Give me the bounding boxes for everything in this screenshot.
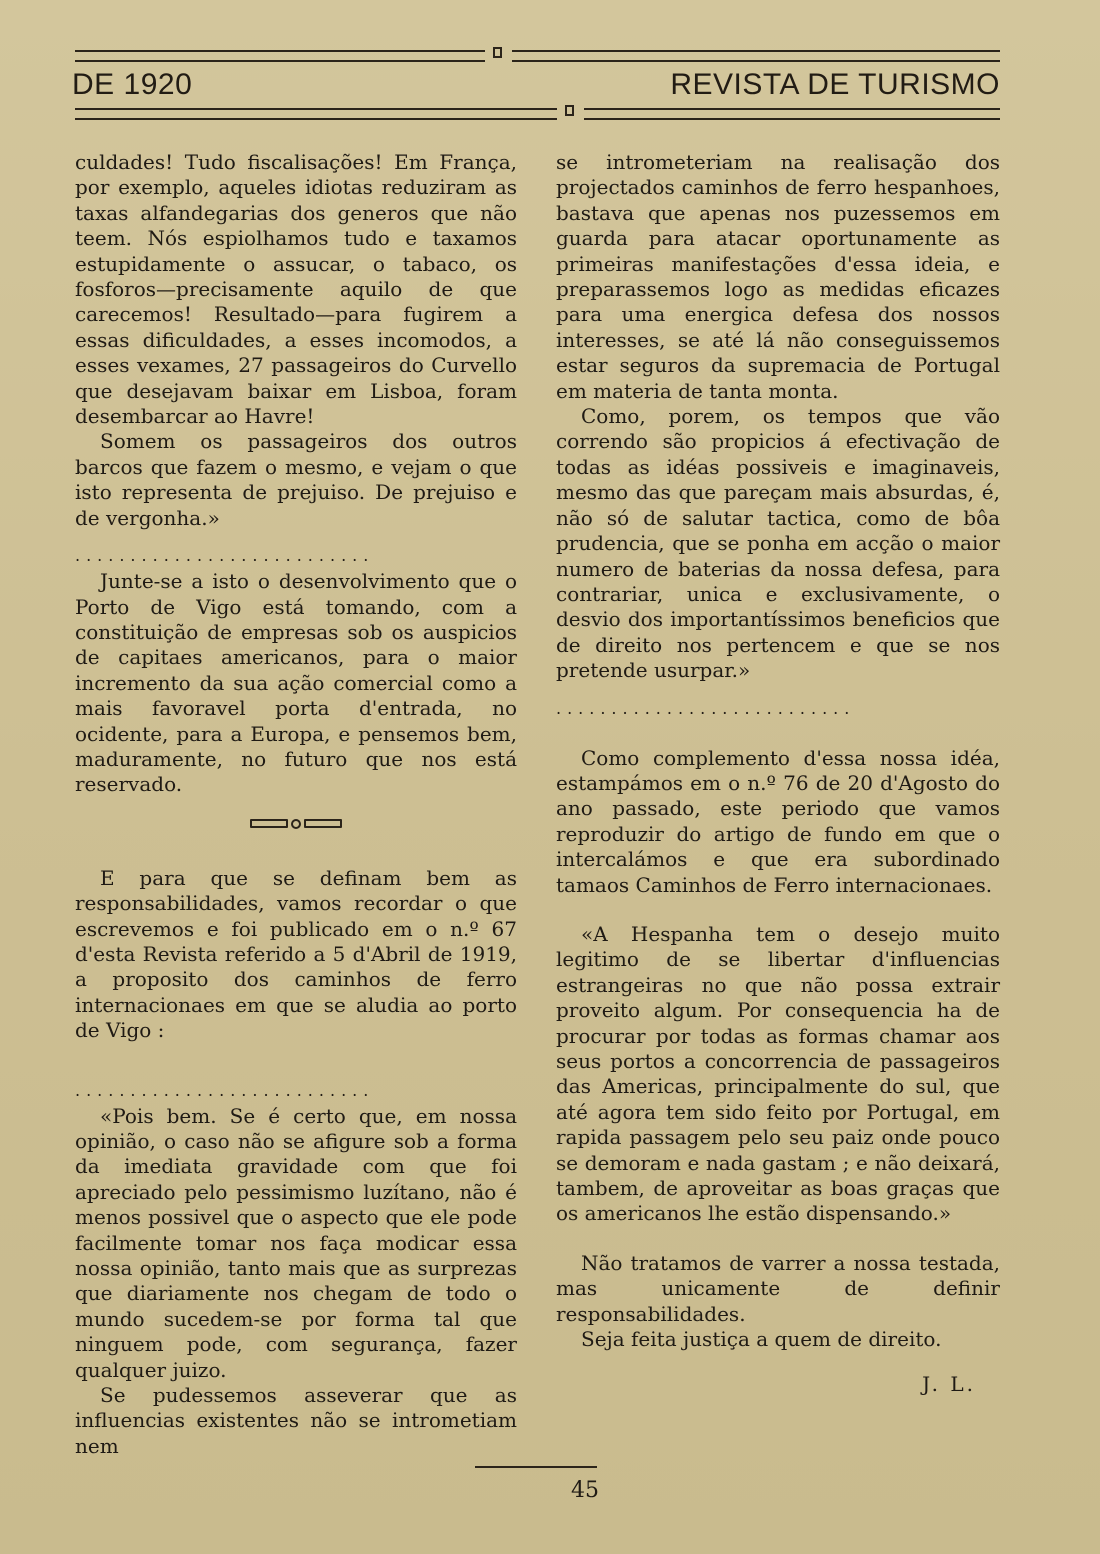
page-number: 45 xyxy=(571,1478,599,1503)
ellipsis-divider: ........................... xyxy=(556,699,856,718)
author-signature: J. L. xyxy=(922,1372,976,1397)
right-paragraph-3: Como complemento d'essa nossa idéa, estampámos em o n.º 76 de 20 d'Agosto do ano passado, este periodo que vamos reproduzir do artigo de fundo em que o intercalámos e que era subordinado tamaos Caminhos de Ferro internacionaes. xyxy=(556,745,1000,897)
left-paragraph-5: «Pois bem. Se é certo que, em nossa opinião, o caso não se afigure sob a forma da imediata gravidade com que foi apreciado pelo pessimismo luzítano, não é menos possivel que o aspecto que ele pode facilmente tomar nos faça modicar essa nossa opinião, tanto mais que as surprezas que diariamente nos chegam de todo o mundo sucedem-se por forma tal que ninguem pode, com segurança, fazer qualquer juizo. xyxy=(75,1103,517,1382)
ellipsis-divider: ........................... xyxy=(75,547,375,566)
left-paragraph-6: Se pudessemos asseverar que as influencias existentes não se intrometiam nem xyxy=(75,1383,517,1458)
right-paragraph-1: se intrometeriam na realisação dos projectados caminhos de ferro hespanhoes, bastava que apenas nos puzessemos em guarda para atacar oportunamente as primeiras manifestações d'essa ideia, e preparassemos logo as medidas eficazes para uma energica defesa dos nossos interesses, se até lá não conseguissemos estar seguros da supremacia de Portugal em materia de tanta monta. xyxy=(556,150,1000,403)
left-column xyxy=(75,150,517,1459)
header-date: DE 1920 xyxy=(72,68,193,101)
header-magazine-title: REVISTA DE TURISMO xyxy=(670,68,1000,101)
right-column xyxy=(556,150,1000,1398)
right-paragraph-6: Seja feita justiça a quem de direito. xyxy=(581,1327,942,1352)
right-paragraph-5: Não tratamos de varrer a nossa testada, mas unicamente de definir responsabilidades. xyxy=(556,1250,1000,1326)
left-paragraph-1: culdades! Tudo fiscalisações! Em França, por exemplo, aqueles idiotas reduziram as taxas alfandegarias dos generos que não teem. Nós espiolhamos tudo e taxamos estupidamente o assucar, o tabaco, os fosforos—precisamente aquilo de que carecemos! Resultado—para fugirem a essas dificuldades, a esses incomodos, a esses vexames, 27 passageiros do Curvello que desejavam baixar em Lisboa, foram desembarcar ao Havre! xyxy=(75,150,517,429)
left-paragraph-3: Junte-se a isto o desenvolvimento que o Porto de Vigo está tomando, com a constituição de empresas sob os auspicios de capitaes americanos, para o maior incremento da sua ação comercial como a mais favoravel porta d'entrada, no ocidente, para a Europa, e pensemos bem, maduramente, no futuro que nos está reservado. xyxy=(75,569,517,797)
footer-rule xyxy=(475,1466,597,1468)
ornament-divider xyxy=(75,818,517,830)
ellipsis-divider: ........................... xyxy=(75,1081,375,1100)
header-top-rule xyxy=(75,50,1000,60)
left-paragraph-2: Somem os passageiros dos outros barcos que fazem o mesmo, e vejam o que isto representa de prejuiso. De prejuiso e de vergonha.» xyxy=(75,429,517,530)
header-bottom-rule xyxy=(75,108,1000,118)
right-paragraph-4: «A Hespanha tem o desejo muito legitimo de se libertar d'influencias estrangeiras no que não possa extrair proveito algum. Por consequencia ha de procurar por todas as formas chamar aos seus portos a concorrencia de passageiros das Americas, principalmente do sul, que até agora tem sido feito por Portugal, em rapida passagem pelo seu paiz onde pouco se demoram e nada gastam ; e não deixará, tambem, de aproveitar as boas graças que os americanos lhe estão dispensando.» xyxy=(556,921,1000,1226)
left-paragraph-4: E para que se definam bem as responsabilidades, vamos recordar o que escrevemos e foi publicado em o n.º 67 d'esta Revista referido a 5 d'Abril de 1919, a proposito dos caminhos de ferro internacionaes em que se aludia ao porto de Vigo : xyxy=(75,865,517,1043)
right-paragraph-2: Como, porem, os tempos que vão correndo são propicios á efectivação de todas as idéas possiveis e imaginaveis, mesmo das que pareçam mais absurdas, é, não só de salutar tactica, como de bôa prudencia, que se ponha em acção o maior numero de baterias da nossa defesa, para contrariar, unica e exclusivamente, o desvio dos importantíssimos beneficios que de direito nos pertencem e que se nos pretende usurpar.» xyxy=(556,404,1000,683)
